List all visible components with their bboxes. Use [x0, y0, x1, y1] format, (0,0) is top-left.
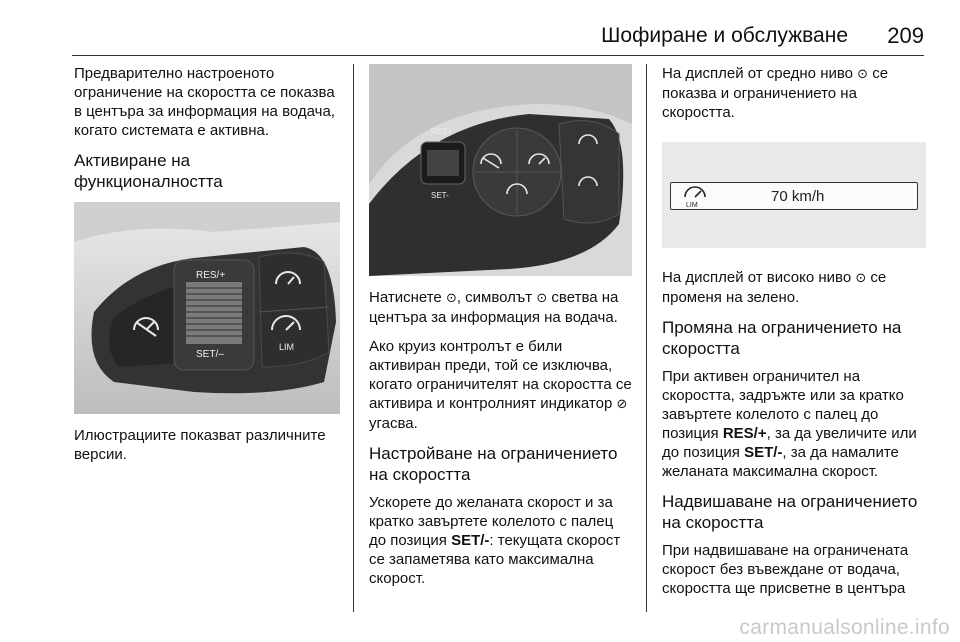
- paragraph-high-display: На дисплей от високо ниво ⊙ се променя на зелено.: [662, 269, 887, 306]
- section-heading-set-limit: Настройване на ограничението на скоростта: [369, 444, 618, 484]
- display-lim-label: LIM: [686, 202, 698, 209]
- set-label: SET/–: [196, 349, 224, 360]
- photo-caption: Илюстрациите показват различните версии.: [74, 427, 326, 463]
- paragraph-press: Натиснете ⊙, символът ⊙ светва на центъра за информация на водача.: [369, 289, 619, 326]
- speed-limiter-icon: ⊙: [536, 291, 548, 306]
- cruise-control-icon: ⊘: [616, 397, 628, 412]
- watermark: carmanualsonline.info: [739, 616, 950, 639]
- section-heading-exceed-limit: Надвишаване на ограничението на скоростта: [662, 492, 918, 532]
- column-2: [369, 64, 632, 598]
- column-divider: [646, 64, 647, 612]
- paragraph-cruise: Ако круиз контролът е били активиран преди, той се изключва, когато ограничителят на скоростта се активира и контролният индикатор ⊘ угасва.: [369, 338, 632, 432]
- page-title: Шофиране и обслужване: [601, 24, 848, 47]
- page-header: [0, 0, 960, 56]
- set-minus-label: SET-: [431, 191, 449, 200]
- steering-controls-photo-1: [74, 202, 340, 414]
- res-plus-label: RES+: [431, 127, 453, 136]
- section-heading-change-limit: Промяна на ограничението на скоростта: [662, 318, 902, 358]
- column-divider: [353, 64, 354, 612]
- limit-readout: [670, 182, 918, 210]
- limit-value: 70 km/h: [771, 188, 825, 205]
- lim-label: LIM: [279, 342, 295, 352]
- paragraph-accelerate: Ускорете до желаната скорост и за кратко завъртете колелото с палец до позиция SET/-: текущата скорост се запаметява като максимална скорост.: [369, 494, 621, 587]
- speed-limiter-icon: ⊙: [855, 271, 867, 286]
- paragraph-exceed: При надвишаване на ограничената скорост без въвеждане от водача, скоростта ще присветне в центъра: [662, 542, 909, 597]
- paragraph-change: При активен ограничител на скоростта, задръжте или за кратко завъртете колелото с палец до позиция RES/+, за да увеличите или до позиция SET/-, за да намалите желаната максимална скорост.: [662, 368, 917, 480]
- paragraph-mid-display: На дисплей от средно ниво ⊙ се показва и ограничението на скоростта.: [662, 65, 889, 121]
- page-number: 209: [887, 23, 924, 48]
- column-3: [662, 64, 928, 608]
- intro-paragraph: Предварително настроеното ограничение на скоростта се показва в центъра за информация на водача, когато системата е активна.: [74, 65, 335, 139]
- column-1: [74, 64, 342, 474]
- section-heading-activate: Активиране на функционалността: [74, 151, 223, 191]
- speed-limit-display: [662, 142, 926, 248]
- res-label: RES/+: [196, 270, 226, 281]
- speed-limiter-icon: ⊙: [857, 67, 869, 82]
- speed-limiter-icon: ⊙: [445, 291, 457, 306]
- steering-controls-photo-2: [369, 64, 632, 276]
- header-rule: [72, 55, 924, 56]
